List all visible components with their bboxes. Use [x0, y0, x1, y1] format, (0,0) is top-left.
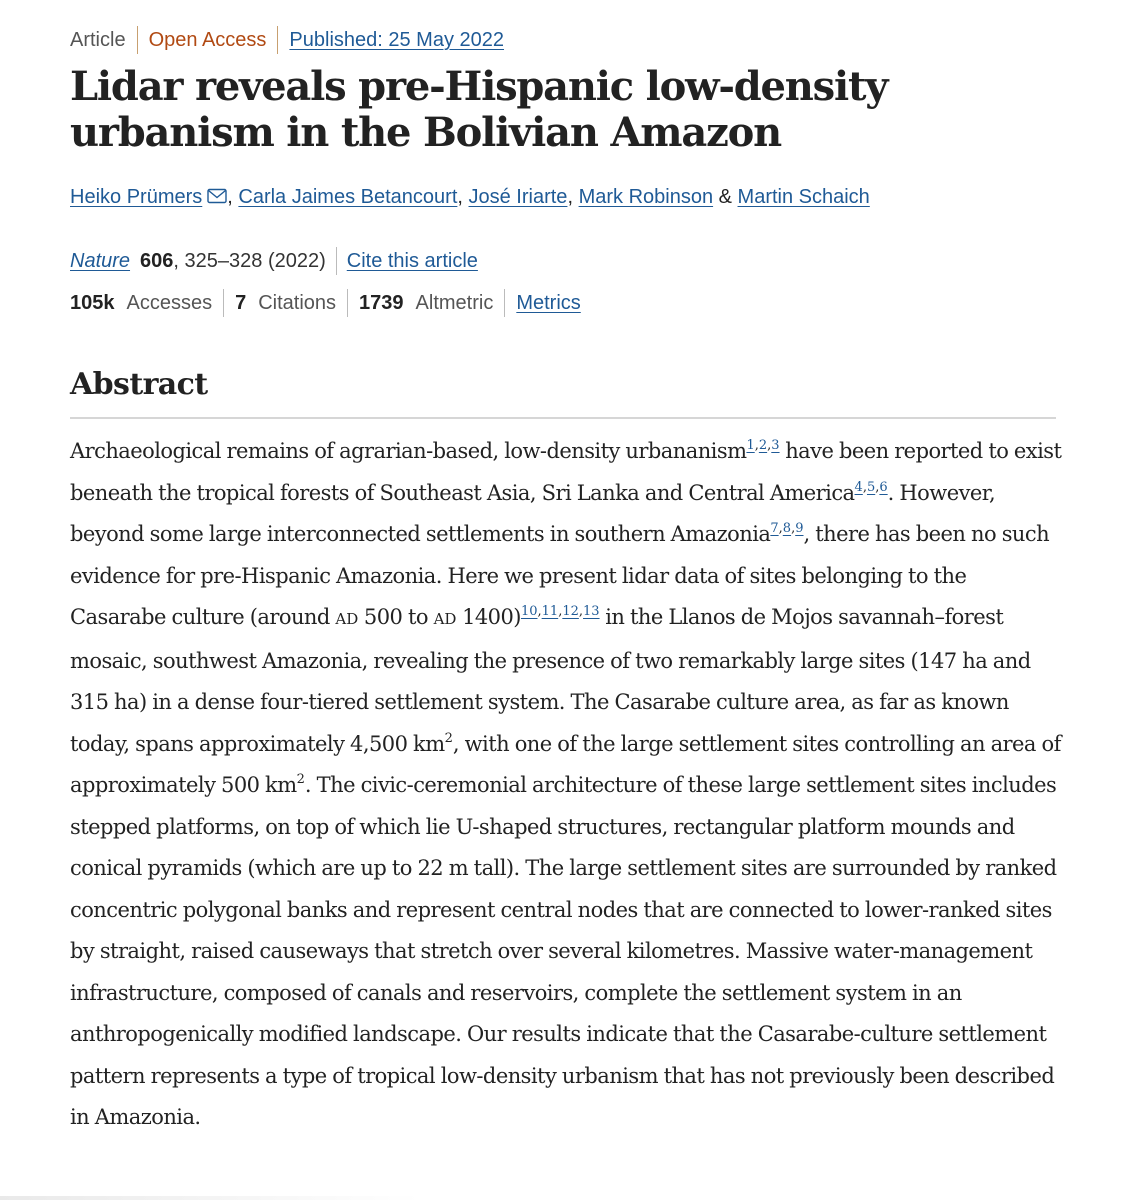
reference-link[interactable]: 1 [746, 438, 755, 453]
abstract-segment: Archaeological remains of agrarian-based, low-density urbananism [70, 439, 747, 463]
reference-group: 10,11,12,13 [520, 604, 600, 619]
open-access-label: Open Access [148, 28, 267, 51]
metrics-row [70, 289, 581, 317]
abstract-heading: Abstract [70, 367, 208, 402]
scroll-edge-shadow [0, 1196, 420, 1200]
reference-link[interactable]: 4 [854, 479, 863, 495]
reference-link[interactable]: 11 [541, 604, 559, 619]
era-abbreviation: AD [433, 610, 457, 628]
era-abbreviation: AD [335, 610, 359, 628]
citations-count: 7 [235, 291, 247, 314]
reference-link[interactable]: 12 [562, 604, 579, 619]
section-divider [70, 417, 1056, 419]
abstract-segment: . The civic-ceremonial architecture of these large settlement sites includes stepped platforms, on top of which lie U-shaped structures, rectangular platform mounds and conical pyramids (which are up to 22 m tall). The large settlement sites are surrounded by ranked concentric polygonal banks and represent central nodes that are connected to lower-ranked sites by straight, raised causeways that stretch over several kilometres. Massive water-management infrastructure, composed of canals and reservoirs, complete the settlement system in an anthropogenically modified landscape. Our results indicate that the Casarabe-culture settlement pattern represents a type of tropical low-density urbanism that has not previously been described in Amazonia. [70, 773, 1057, 1129]
pages-year: , 325–328 (2022) [173, 249, 326, 272]
journal-link[interactable]: Nature [70, 249, 131, 272]
author-link[interactable]: Heiko Prümers [70, 186, 203, 208]
reference-link[interactable]: 9 [795, 521, 804, 536]
citation-row [70, 247, 478, 275]
metrics-divider [504, 289, 505, 317]
reference-link[interactable]: 3 [771, 438, 780, 453]
citation-divider [336, 247, 337, 275]
abstract-segment: 500 to [358, 605, 434, 629]
article-type: Article [70, 28, 126, 51]
reference-link[interactable]: 13 [583, 604, 600, 619]
metrics-divider [347, 289, 348, 317]
author-separator: , [457, 186, 469, 208]
author-link[interactable]: Carla Jaimes Betancourt [238, 186, 458, 208]
metrics-link[interactable]: Metrics [516, 291, 581, 314]
mail-icon[interactable] [207, 188, 227, 204]
volume-number: 606 [140, 249, 174, 272]
metrics-divider [223, 289, 224, 317]
reference-group: 1,2,3 [746, 438, 780, 453]
meta-divider [277, 26, 278, 54]
abstract-segment: , there has been no such evidence for pre-Hispanic Amazonia. Here we present lidar data of sites belonging to the Casarabe culture (around [70, 522, 1050, 629]
altmetric-label: Altmetric [415, 291, 494, 314]
article-title: Lidar reveals pre-Hispanic low-density urbanism in the Bolivian Amazon [70, 63, 888, 156]
reference-link[interactable]: 8 [782, 521, 792, 536]
reference-link[interactable]: 6 [879, 479, 888, 495]
abstract-segment: . However, beyond some large interconnected settlements in southern Amazonia [70, 480, 996, 546]
accesses-label: Accesses [126, 291, 213, 314]
accesses-count: 105k [70, 291, 115, 314]
author-separator: , [567, 186, 579, 208]
author-separator: , [227, 186, 239, 208]
abstract-segment: 1400) [456, 605, 521, 629]
abstract-text [70, 431, 1065, 1139]
reference-group: 7,8,9 [770, 521, 804, 536]
reference-link[interactable]: 2 [758, 438, 768, 453]
article-meta [70, 26, 504, 54]
author-link[interactable]: Martin Schaich [737, 186, 870, 208]
author-separator: & [713, 186, 738, 208]
cite-this-article-link[interactable]: Cite this article [346, 249, 478, 272]
reference-link[interactable]: 10 [520, 604, 538, 619]
citations-label: Citations [258, 291, 337, 314]
reference-group: 4,5,6 [854, 479, 888, 495]
meta-divider [137, 26, 138, 54]
published-date-link[interactable]: Published: 25 May 2022 [289, 28, 505, 51]
author-list [70, 186, 870, 209]
author-link[interactable]: Mark Robinson [578, 186, 714, 208]
reference-link[interactable]: 5 [866, 479, 876, 495]
superscript-exponent: 2 [296, 772, 305, 787]
author-link[interactable]: José Iriarte [468, 186, 568, 208]
abstract-segment: have been reported to exist beneath the tropical forests of Southeast Asia, Sri Lanka and Central America [70, 439, 1062, 505]
superscript-exponent: 2 [444, 730, 453, 746]
abstract-segment: , with one of the large settlement sites controlling an area of approximately 500 km [70, 731, 1061, 797]
abstract-segment: in the Llanos de Mojos savannah–forest mosaic, southwest Amazonia, revealing the presence of two remarkably large sites (147 ha and 315 ha) in a dense four-tiered settlement system. The Casarabe culture area, as far as known today, spans approximately 4,500 km [70, 605, 1031, 756]
altmetric-score: 1739 [359, 291, 404, 314]
reference-link[interactable]: 7 [770, 521, 779, 536]
